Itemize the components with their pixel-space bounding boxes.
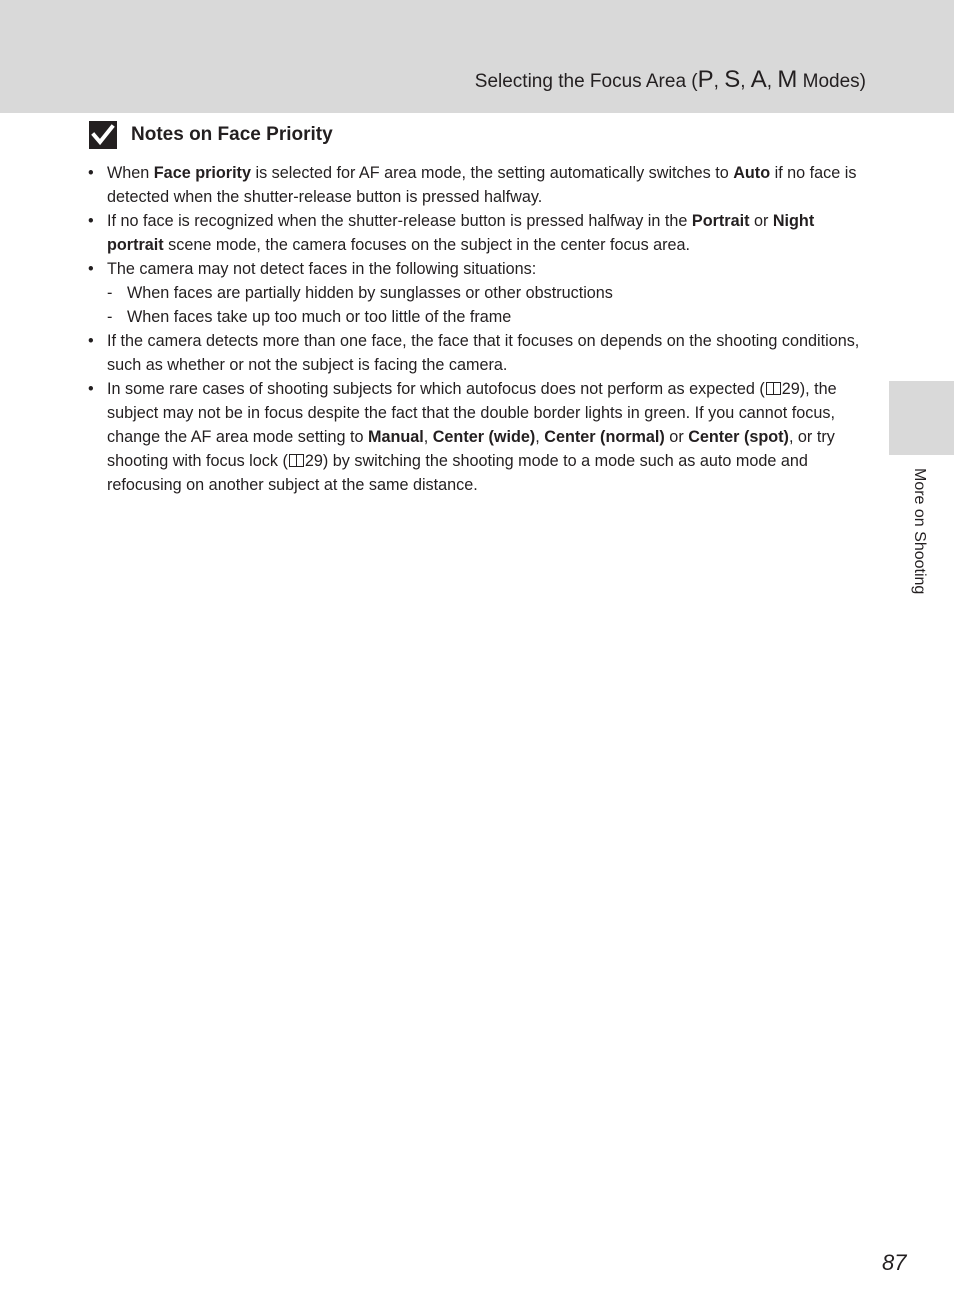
header-title-suffix: Modes) (797, 71, 866, 92)
bold-term: Center (normal) (544, 428, 665, 446)
bold-term: Center (spot) (688, 428, 789, 446)
header-separator: , (713, 71, 725, 92)
text-run: In some rare cases of shooting subjects for which autofocus does not perform as expected ( (107, 380, 765, 398)
bold-term: Portrait (691, 212, 750, 230)
sub-list (107, 281, 868, 329)
mode-a-icon: A (750, 66, 767, 93)
sub-list-item: - When faces take up too much or too little of the frame (107, 305, 868, 329)
text-run: if no face is detected when the shutter-release button is pressed halfway. (107, 164, 857, 206)
text-run: The camera may not detect faces in the following situations: (107, 260, 537, 278)
bold-term: Night portrait (107, 212, 815, 254)
text-run: ), the subject may not be in focus despite the fact that the double border lights in green. If you cannot focus, change the AF area mode setting to (107, 380, 837, 446)
note-title: Notes on Face Priority (131, 124, 333, 145)
page-number: 87 (882, 1250, 907, 1275)
mode-s-icon: S (724, 66, 741, 93)
book-reference-icon (766, 382, 781, 395)
list-item (88, 209, 868, 257)
bold-term: Center (wide) (432, 428, 536, 446)
bold-term: Manual (367, 428, 424, 446)
text-run: , (423, 428, 433, 446)
header-separator: , (740, 71, 751, 92)
text-run: If the camera detects more than one face, the face that it focuses on depends on the shooting conditions, such as whether or not the subject is facing the camera. (107, 332, 860, 374)
text-run: is selected for AF area mode, the setting automatically switches to (250, 164, 734, 182)
header-band (0, 0, 954, 113)
text-run: When (107, 164, 154, 182)
list-item (88, 377, 868, 497)
text-run: scene mode, the camera focuses on the subject in the center focus area. (163, 236, 691, 254)
mode-m-icon: M (777, 66, 798, 93)
text-run: or (749, 212, 773, 230)
page-reference: 29 (781, 380, 800, 398)
section-tab (889, 381, 954, 455)
page-header-title (475, 66, 866, 94)
bold-term: Face priority (153, 164, 251, 182)
bold-term: Auto (733, 164, 771, 182)
notes-list (88, 161, 868, 497)
mode-p-icon: P (697, 66, 714, 93)
note-heading (89, 121, 333, 149)
header-title-prefix: Selecting the Focus Area ( (474, 71, 698, 92)
text-run: , or try shooting with focus lock ( (107, 428, 835, 470)
header-separator: , (766, 71, 778, 92)
page-reference: 29 (304, 452, 323, 470)
book-reference-icon (289, 454, 304, 467)
sub-list-item: - When faces are partially hidden by sunglasses or other obstructions (107, 281, 868, 305)
check-icon (89, 121, 117, 149)
text-run: If no face is recognized when the shutter-release button is pressed halfway in the (107, 212, 692, 230)
list-item (88, 257, 868, 329)
list-item (88, 161, 868, 209)
text-run: ) by switching the shooting mode to a mode such as auto mode and refocusing on another subject at the same distance. (107, 452, 808, 494)
text-run: , (535, 428, 545, 446)
text-run: or (664, 428, 689, 446)
section-label: More on Shooting (911, 468, 928, 595)
list-item (88, 329, 868, 377)
